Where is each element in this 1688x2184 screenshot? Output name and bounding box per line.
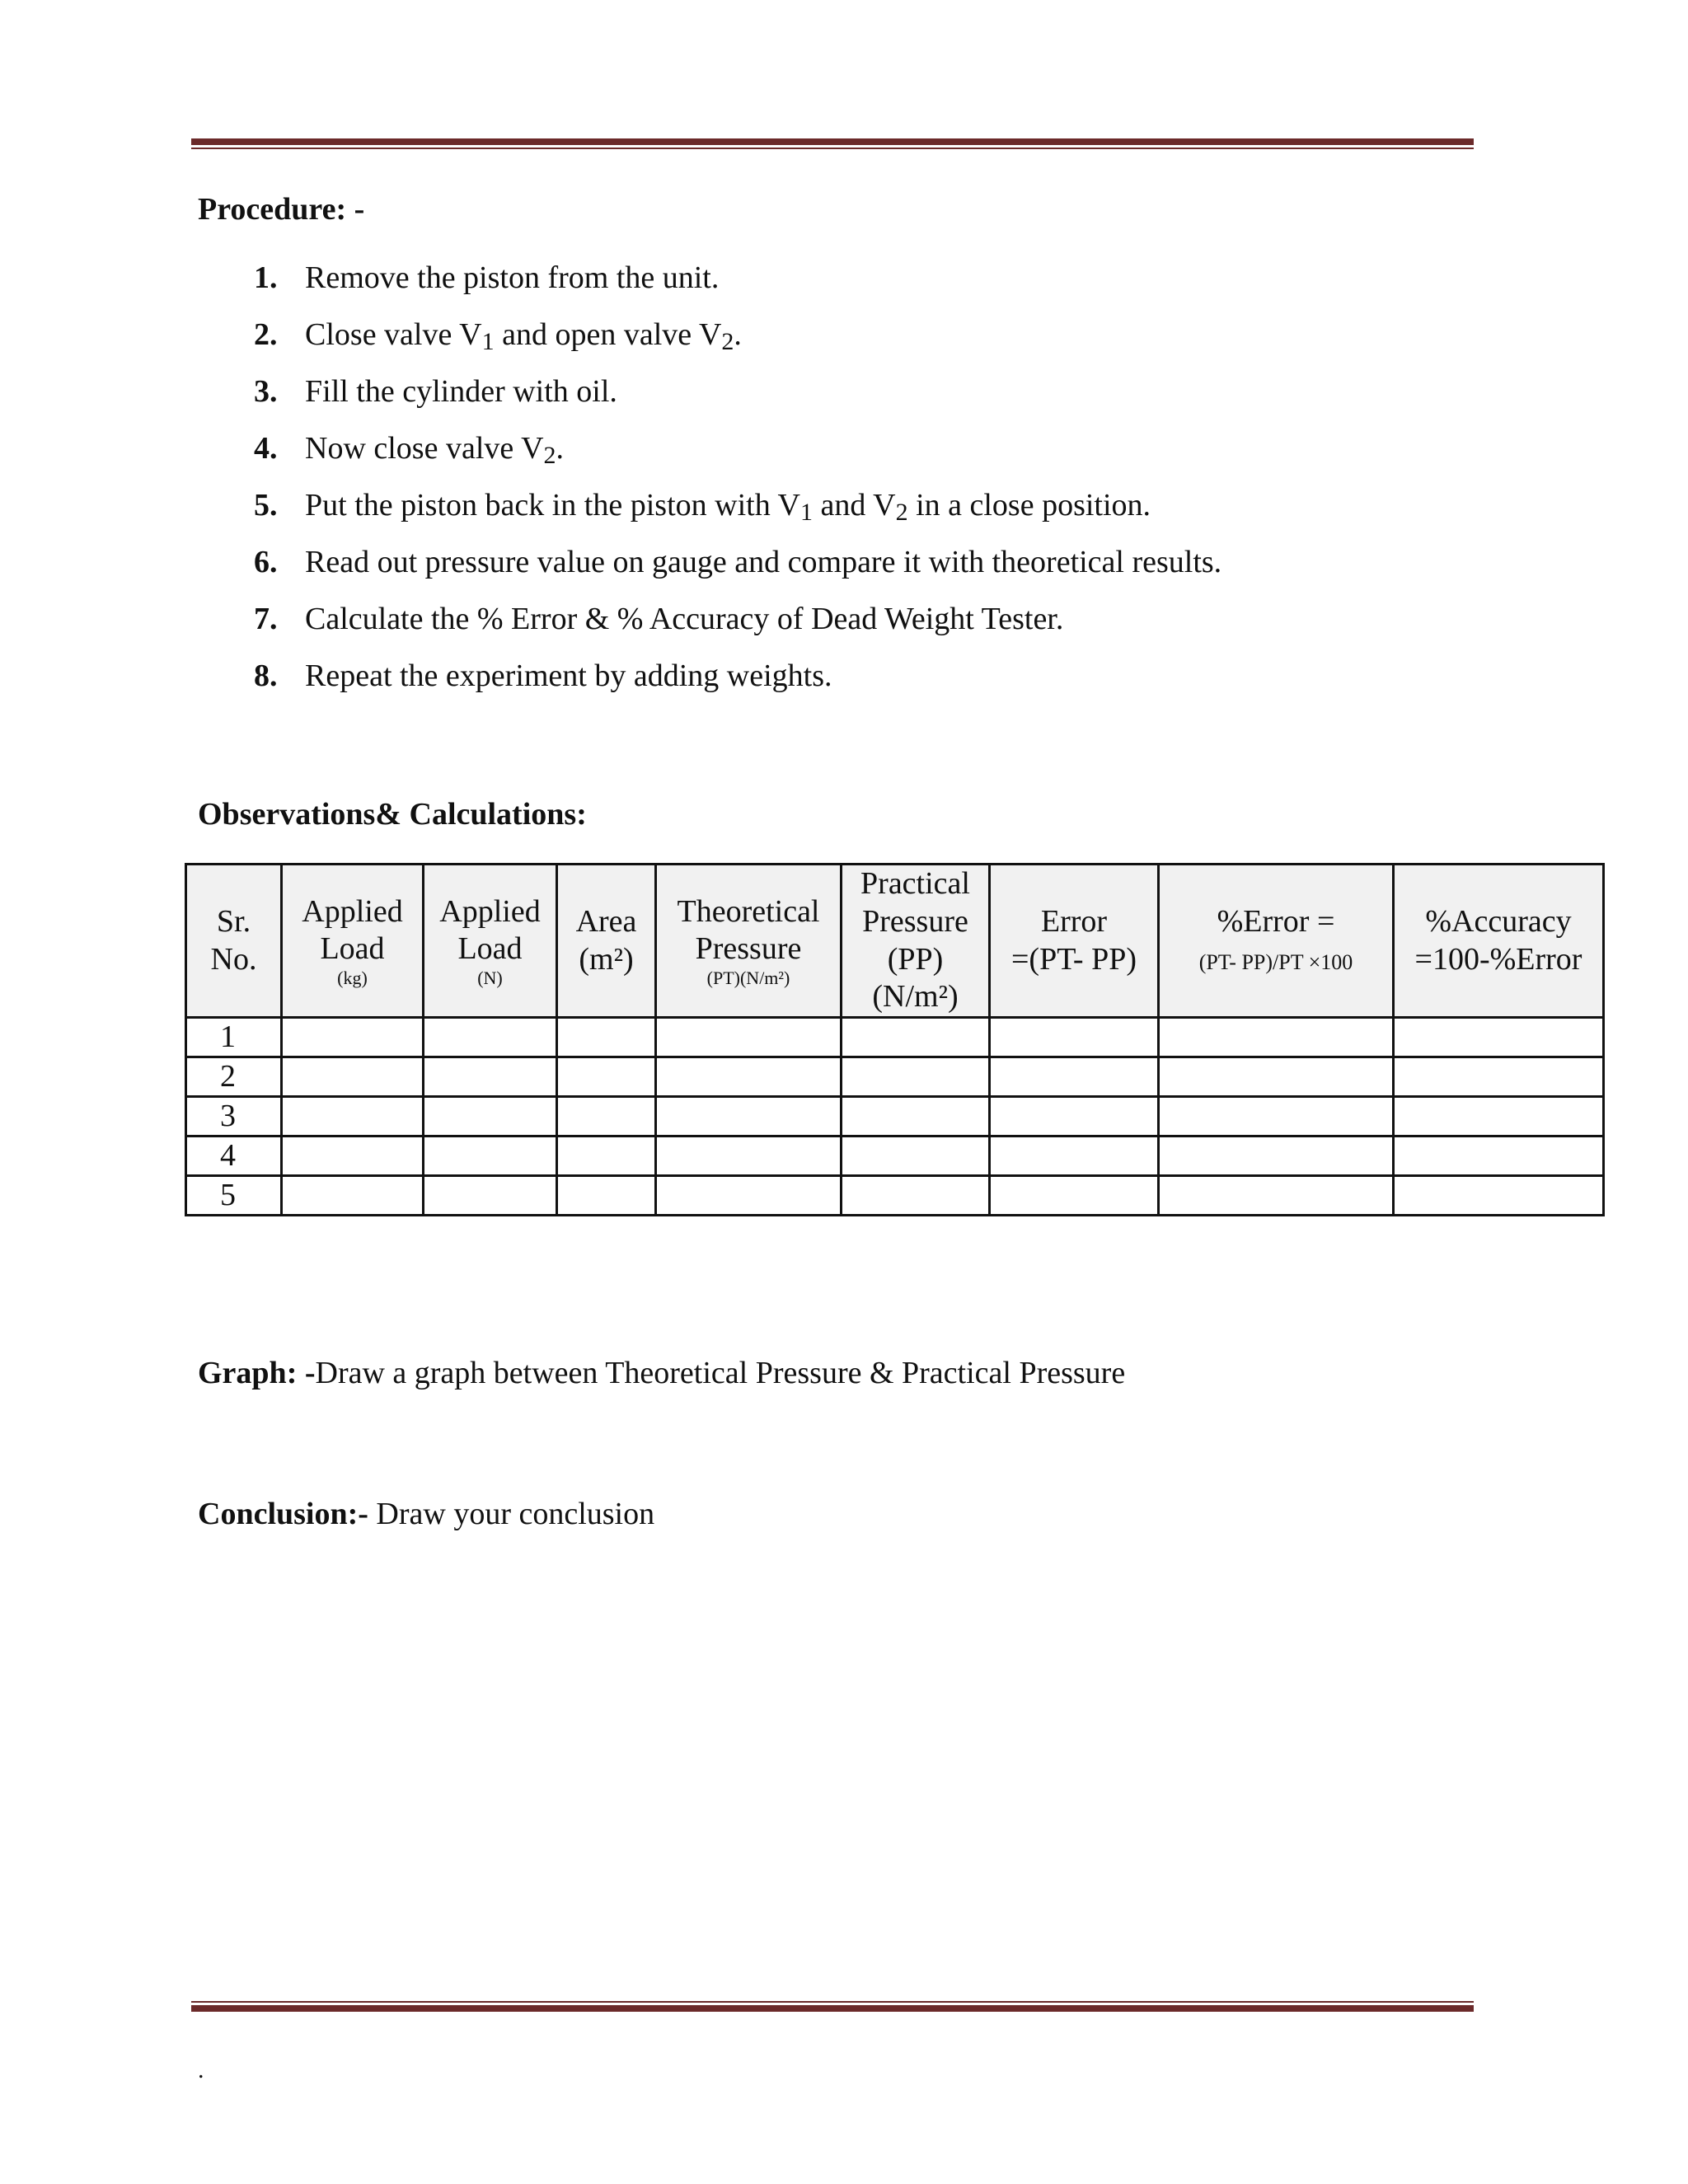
row-sr-no: 2 [186,1057,282,1097]
step-8: 8. Repeat the experiment by adding weights. [254,658,832,693]
procedure-heading: Procedure: - [198,192,365,227]
graph-label: Graph: - [198,1356,316,1390]
step-5: 5. Put the piston back in the piston with $V_1$ and $V_2$ in a close position. [254,488,1151,526]
table-row [186,1057,1604,1097]
graph-text: Draw a graph between Theoretical Pressure & Practical Pressure [315,1356,1126,1390]
footer-rule [191,2001,1474,2012]
header-applied-load-kg: Applied Load (kg) [282,865,424,1018]
header-theoretical-pressure: Theoretical Pressure (PT)(N/m²) [656,865,842,1018]
step-4: 4. Now close valve $V_2$. [254,431,565,469]
header-rule [191,138,1474,149]
observations-heading: Observations& Calculations: [198,797,587,832]
conclusion-label: Conclusion:- [198,1497,368,1531]
header-area: Area (m²) [557,865,656,1018]
row-sr-no: 3 [186,1097,282,1137]
header-applied-load-n: Applied Load (N) [424,865,557,1018]
header-error: Error =(PT- PP) [990,865,1159,1018]
step-1: 1. Remove the piston from the unit. [254,260,720,295]
step-7: 7. Calculate the % Error & % Accuracy of Dead Weight Tester. [254,602,1064,636]
table-header-row [186,865,1604,1018]
graph-section [198,1355,1125,1391]
header-sr-no: Sr. No. [186,865,282,1018]
step-6: 6. Read out pressure value on gauge and compare it with theoretical results. [254,545,1222,579]
conclusion-text: Draw your conclusion [368,1497,655,1531]
footer-dot: . [198,2056,204,2083]
table-row [186,1137,1604,1176]
table-row [186,1176,1604,1216]
table-row [186,1097,1604,1137]
procedure-steps [254,257,1221,712]
conclusion-section [198,1496,654,1532]
header-percent-accuracy: %Accuracy =100-%Error [1394,865,1604,1018]
table-row [186,1018,1604,1057]
step-2: 2. Close valve $V_1$ and open valve $V_2$. [254,317,742,355]
observations-table [185,863,1605,1216]
row-sr-no: 4 [186,1137,282,1176]
header-practical-pressure: Practical Pressure (PP) (N/m²) [842,865,990,1018]
step-3: 3. Fill the cylinder with oil. [254,374,617,409]
row-sr-no: 5 [186,1176,282,1216]
row-sr-no: 1 [186,1018,282,1057]
header-percent-error: %Error = (PT- PP)/PT ×100 [1159,865,1394,1018]
